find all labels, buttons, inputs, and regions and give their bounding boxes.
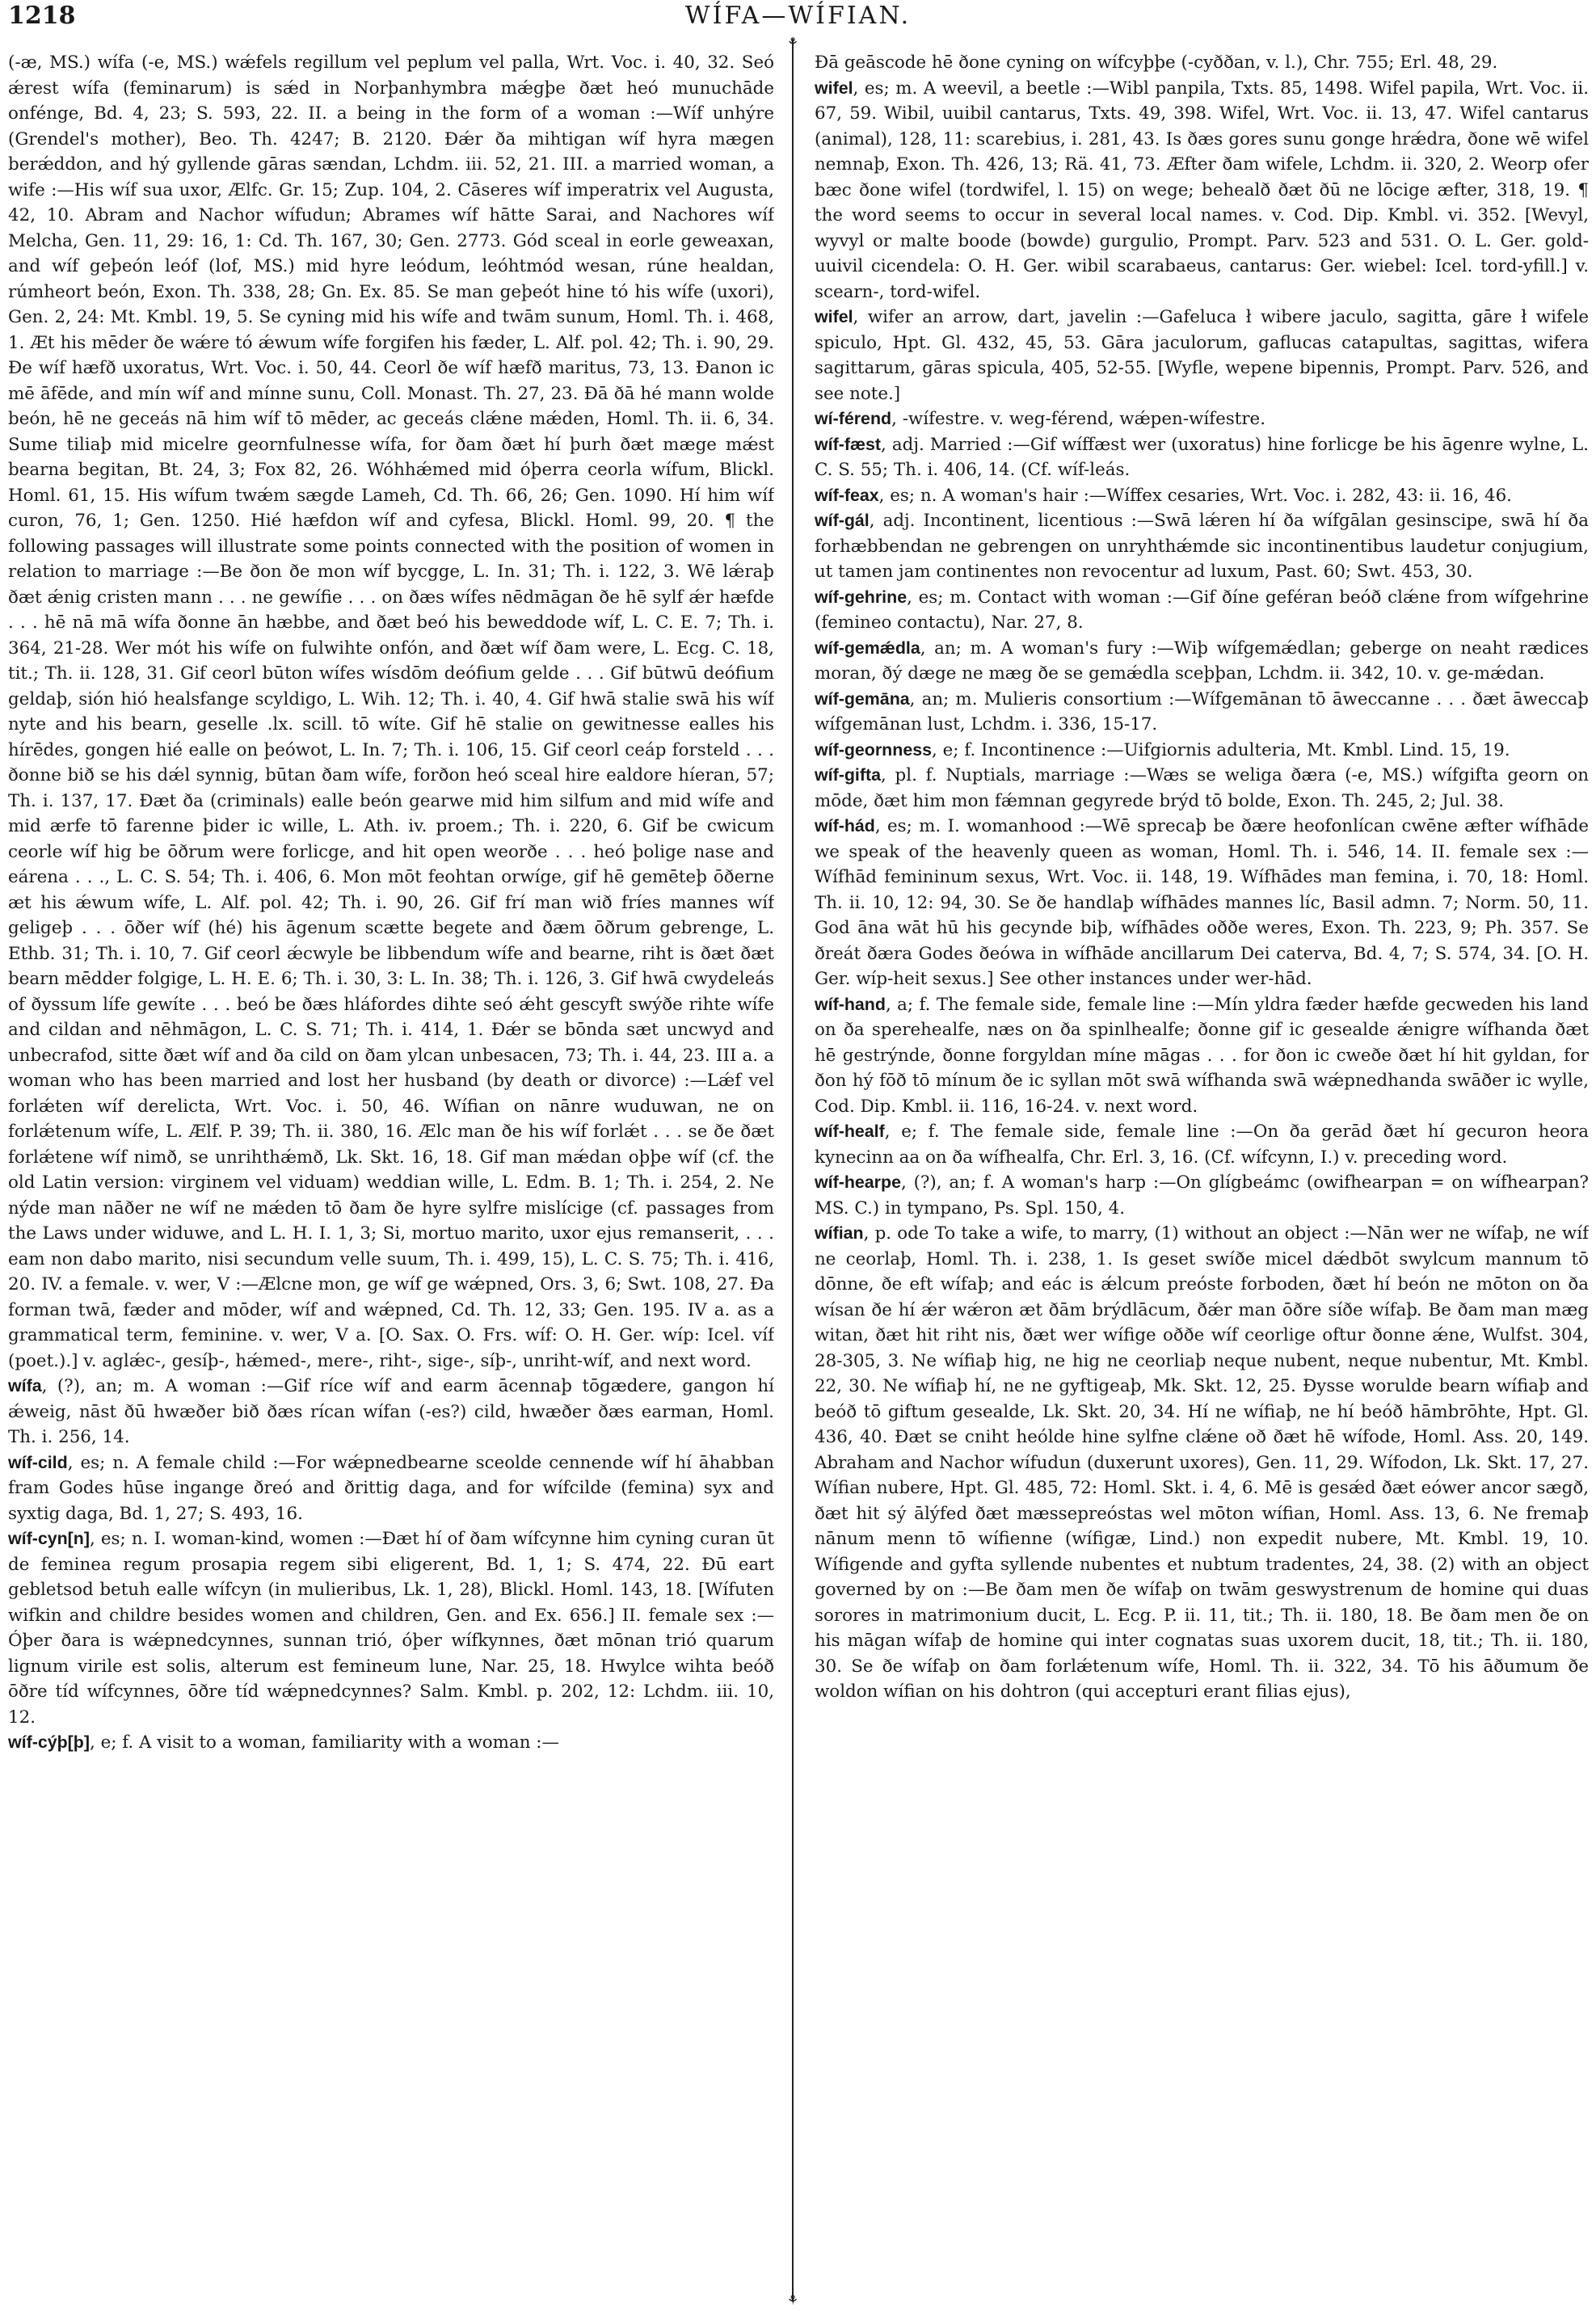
entry-text: adj. Married :—Gif wíffæst wer (uxoratus) hine forlicge be his āgenre wylne, L. C. S. 55; Th. i. 406, 14. (Cf. wíf-leás.: [815, 434, 1589, 480]
dictionary-entry: wíf-gifta, pl. f. Nuptials, marriage :—Wæs se weliga ðæra (-e, MS.) wífgifta georn on mōde, ðæt him mon fǽmnan gegyrede brýd tō bolde, Exon. Th. 245, 2; Jul. 38.: [815, 765, 1589, 811]
entry-headword: wíf-gemāna: [815, 688, 910, 709]
entry-text: (?), an; f. A woman's harp :—On glígbeámc (owifhearpan = on wífhearpan? MS. C.) in tympano, Ps. Spl. 150, 4.: [815, 1172, 1589, 1219]
entry-text: e; f. A visit to a woman, familiarity with a woman :—: [100, 1732, 559, 1753]
entry-text: adj. Incontinent, licentious :—Swā lǽren hí ða wífgālan gesinscipe, swā hí ða forhæbbendan ne gebrengen on unryhthǽmde sic incontinentibus laudetur conjugium, ut tamen jam continentes non revocentur ad luxum, Past. 60; Swt. 453, 30.: [815, 511, 1589, 582]
dictionary-entry: wíf-gehrine, es; m. Contact with woman :—Gif ðíne geféran beóð clǽne from wífgehrine (femineo contactu), Nar. 27, 8.: [815, 587, 1589, 633]
right-column: [815, 50, 1589, 2305]
dictionary-entry: wíf-feax, es; n. A woman's hair :—Wíffex cesaries, Wrt. Voc. i. 282, 43: ii. 16, 46.: [815, 485, 1512, 506]
dictionary-entry: wifel, wifer an arrow, dart, javelin :—Gafeluca ł wibere jaculo, sagitta, gāre ł wifele spiculo, Hpt. Gl. 432, 45, 53. Gāra jaculorum, gaflucas catapultas, sagittas, wifera sagittarum, gāras spicula, 405, 52-55. [Wyfle, wepene bipennis, Prompt. Parv. 526, and see note.]: [815, 307, 1589, 404]
entry-text: e; f. The female side, female line :—On ða gerād ðæt hí gecuron heora kynecinn aa on ða wífhealfa, Chr. Erl. 3, 16. (Cf. wífcynn, I.) v. preceding word.: [815, 1122, 1589, 1168]
entry-headword: wíf-cyn[n]: [8, 1529, 90, 1548]
dictionary-entry: wíf-hád, es; m. I. womanhood :—Wē sprecaþ be ðære heofonlícan cwēne æfter wífhāde we speak of the heavenly queen as woman, Homl. Th. i. 546, 14. II. female sex :—Wífhād femininum sexus, Wrt. Voc. ii. 148, 19. Wífhādes man femina, i. 70, 18: Homl. Th. ii. 10, 12: 94, 30. Se ðe handlaþ wífhādes mannes líc, Basil admn. 7; Norm. 50, 11. God āna wāt hū his gecynde biþ, wífhādes oððe weres, Exon. Th. 223, 9; Ph. 357. Se ðreát ðæra Godes ðeówa in wífhāde ancillarum Dei caterva, Bd. 4, 7; S. 574, 34. [O. H. Ger. wíp-heit sexus.] See other instances under wer-hād.: [815, 816, 1589, 989]
dictionary-entry: [815, 50, 1589, 76]
dictionary-entry: wíf-geornness, e; f. Incontinence :—Uifgiornis adulteria, Mt. Kmbl. Lind. 15, 19.: [815, 739, 1510, 760]
dictionary-entry: wifel, es; m. A weevil, a beetle :—Wibl panpila, Txts. 85, 1498. Wifel papila, Wrt. Voc. ii. 67, 59. Wibil, uuibil cantarus, Txts. 49, 398. Wifel, Wrt. Voc. ii. 13, 47. Wifel cantarus (animal), 128, 11: scarebius, i. 281, 43. Is ðæs gores sunu gonge hrǽdra, ðone wē wifel nemnaþ, Exon. Th. 426, 13; Rä. 41, 73. Æfter ðam wifele, Lchdm. ii. 320, 2. Weorp ofer bæc ðone wifel (tordwifel, l. 15) on wege; behealð ðæt ðū ne lōcige æfter, 318, 19. ¶ the word seems to occur in several local names. v. Cod. Dip. Kmbl. vi. 352. [Wevyl, wyvyl or malte boode (bowde) gurgulio, Prompt. Parv. 523 and 531. O. L. Ger. gold-uuivil cicendela: O. H. Ger. wibil scarabaeus, cantarus: Ger. wiebel: Icel. tord-yfill.] v. scearn-, tord-wifel.: [815, 78, 1589, 302]
entry-headword: wíf-gifta: [815, 765, 881, 785]
entry-text: a; f. The female side, female line :—Mín yldra fæder hæfde gecweden his land on ða sperehealfe, næs on ða spinlhealfe; ðonne gif ic gesealde ǽnigre wífhanda ðæt hē gestrýnde, ðonne forgyldan míne māgas . . . for ðon ic cweðe ðæt hí hit gyldan, for ðon hý fōð tō mínum ðe ic syllan mōt swā wífhanda swā wǽpnedhanda swāðer ic wylle, Cod. Dip. Kmbl. ii. 116, 16-24. v. next word.: [815, 994, 1589, 1117]
dictionary-entry: wíf-cýþ[þ], e; f. A visit to a woman, familiarity with a woman :—: [8, 1732, 559, 1753]
entry-headword: wíf-feax: [815, 485, 879, 505]
dictionary-entry: [8, 50, 774, 1374]
entry-headword: wíf-gál: [815, 511, 870, 530]
entry-text: an; m. Mulieris consortium :—Wífgemānan tō āweccanne . . . ðæt āweccaþ wífgemānan lust, Lchdm. i. 336, 15-17.: [815, 688, 1589, 735]
entry-headword: wifel: [815, 78, 853, 98]
page-title: WÍFA—WÍFIAN.: [684, 2, 912, 30]
entry-text: Ðā geāscode hē ðone cyning on wífcyþþe (-cyððan, v. l.), Chr. 755; Erl. 48, 29.: [815, 53, 1498, 73]
dictionary-entry: wíf-gemāna, an; m. Mulieris consortium :—Wífgemānan tō āweccanne . . . ðæt āweccaþ wífgemānan lust, Lchdm. i. 336, 15-17.: [815, 688, 1589, 735]
entry-text: es; m. I. womanhood :—Wē sprecaþ be ðære heofonlícan cwēne æfter wífhāde we speak of the heavenly queen as woman, Homl. Th. i. 546, 14. II. female sex :—Wífhād femininum sexus, Wrt. Voc. ii. 148, 19. Wífhādes man femina, i. 70, 18: Homl. Th. ii. 10, 12: 94, 30. Se ðe handlaþ wífhādes mannes líc, Basil admn. 7; Norm. 50, 11. God āna wāt hū his gecynde biþ, wífhādes oððe weres, Exon. Th. 223, 9; Ph. 357. Se ðreát ðæra Godes ðeówa in wífhāde ancillarum Dei caterva, Bd. 4, 7; S. 574, 34. [O. H. Ger. wíp-heit sexus.] See other instances under wer-hād.: [815, 816, 1589, 989]
entry-headword: wíf-gemǽdla: [815, 638, 920, 658]
entry-text: es; n. I. woman-kind, women :—Ðæt hí of ðam wífcynne him cyning curan ūt de feminea regum prosapia regem sibi eligerent, Bd. 1, 1; S. 474, 22. Ðū eart gebletsod betuh ealle wífcyn (in mulieribus, Lk. 1, 28), Blickl. Homl. 143, 18. [Wífuten wifkin and childre besides women and children, Gen. and Ex. 656.] II. female sex :—Óþer ðara is wǽpnedcynnes, sunnan trió, óþer wífkynnes, ðæt mōnan trió quarum lignum virile est solis, alterum est femineum lune, Nar. 25, 18. Hwylce wihta beóð ōðre tíd wífcynnes, ōðre tíd wǽpnedcynnes? Salm. Kmbl. p. 202, 12: Lchdm. iii. 10, 12.: [8, 1529, 774, 1728]
entry-headword: wíf-geornness: [815, 739, 933, 760]
entry-headword: wí-férend: [815, 409, 892, 428]
entry-headword: wíf-fæst: [815, 434, 881, 454]
dictionary-entry: wí-férend, -wífestre. v. weg-férend, wǽpen-wífestre.: [815, 409, 1266, 429]
dictionary-entry: wíf-healf, e; f. The female side, female line :—On ða gerād ðæt hí gecuron heora kynecinn aa on ða wífhealfa, Chr. Erl. 3, 16. (Cf. wífcynn, I.) v. preceding word.: [815, 1122, 1589, 1168]
entry-headword: wíf-healf: [815, 1122, 885, 1141]
entry-headword: wíf-cýþ[þ]: [8, 1732, 90, 1752]
entry-text: p. ode To take a wife, to marry, (1) without an object :—Nān wer ne wífaþ, ne wíf ne ceorlaþ, Homl. Th. i. 238, 1. Is geset swíðe micel dǽdbōt swylcum mannum tō dōnne, ðe eft wífaþ; and eác is ǽlcum preóste forboden, ðæt hí beón ne mōton on ða wísan ðe hí ǽr wǽron æt ðām brýdlācum, ðǽr man ōðre síðe wífaþ. Be ðam man mæg witan, ðæt hit riht nis, ðæt wer wífige oððe wíf ceorlige oftur ðonne ǽne, Wulfst. 304, 28-305, 3. Ne wífiaþ hig, ne hig ne ceorliaþ neque nubent, neque nubentur, Mt. Kmbl. 22, 30. Ne wífiaþ hí, ne ne gyftigeaþ, Mk. Skt. 12, 25. Ðysse worulde bearn wífiaþ and beóð tō giftum gesealde, Lk. Skt. 20, 34. Hí ne wífiaþ, ne hí beóð hāmbrōhte, Hpt. Gl. 436, 40. Ðæt se cniht heólde hine sylfne clǽne oð ðæt hē wífode, Homl. Ass. 20, 149. Abraham and Nachor wífudun (duxerunt uxores), Gen. 11, 29. Wífodon, Lk. Skt. 17, 27. Wífian nubere, Hpt. Gl. 485, 72: Homl. Skt. i. 4, 6. Mē is gesǽd ðæt eówer ancor sægð, ðæt hit sý ālýfed ðæt mæssepreóstas wel mōton wífian, Homl. Ass. 13, 6. Ne fremaþ nānum menn tō wífienne (wífigæ, Lind.) non expedit nubere, Mt. Kmbl. 19, 10. Wífigende and gyfta syllende nubentes et nubtum tradentes, 24, 38. (2) with an object governed by on :—Be ðam men ðe wífaþ on twām geswystrenum de homine qui duas sorores in matrimonium ducit, L. Ecg. P. ii. 11, tit.; Th. ii. 180, 18. Be ðam men ðe on his māgan wífaþ de homine qui inter cognatas suas uxorem ducit, 18, tit.; Th. ii. 180, 30. Se ðe wífaþ on ðam forlǽtenum wífe, Homl. Th. ii. 322, 34. Tō his āðumum ðe woldon wífian on his dohtron (qui accepturi erant filias ejus),: [815, 1223, 1589, 1702]
top-ornament-icon: ⚘: [786, 35, 799, 50]
left-column: [8, 50, 774, 2305]
entry-text: pl. f. Nuptials, marriage :—Wæs se weliga ðæra (-e, MS.) wífgifta georn on mōde, ðæt him mon fǽmnan gegyrede brýd tō bolde, Exon. Th. 245, 2; Jul. 38.: [815, 765, 1589, 811]
entry-headword: wíf-cild: [8, 1452, 68, 1472]
entry-text: wifer an arrow, dart, javelin :—Gafeluca ł wibere jaculo, sagitta, gāre ł wifele spiculo, Hpt. Gl. 432, 45, 53. Gāra jaculorum, gaflucas catapultas, sagittas, wifera sagittarum, gāras spicula, 405, 52-55. [Wyfle, wepene bipennis, Prompt. Parv. 526, and see note.]: [815, 307, 1589, 404]
dictionary-entry: wíf-fæst, adj. Married :—Gif wíffæst wer (uxoratus) hine forlicge be his āgenre wylne, L. C. S. 55; Th. i. 406, 14. (Cf. wíf-leás.: [815, 434, 1589, 480]
dictionary-entry: wíf-gemǽdla, an; m. A woman's fury :—Wiþ wífgemǽdlan; geberge on neaht rædices moran, ðý dæge ne mæg ðe se gemǽdla sceþþan, Lchdm. ii. 342, 10. v. ge-mǽdan.: [815, 638, 1589, 684]
entry-headword: wíf-gehrine: [815, 587, 907, 607]
column-divider: [792, 39, 794, 2301]
dictionary-entry: wíf-gál, adj. Incontinent, licentious :—Swā lǽren hí ða wífgālan gesinscipe, swā hí ða forhæbbendan ne gebrengen on unryhthǽmde sic incontinentibus laudetur conjugium, ut tamen jam continentes non revocentur ad luxum, Past. 60; Swt. 453, 30.: [815, 511, 1589, 582]
entry-text: es; m. A weevil, a beetle :—Wibl panpila, Txts. 85, 1498. Wifel papila, Wrt. Voc. ii. 67, 59. Wibil, uuibil cantarus, Txts. 49, 398. Wifel, Wrt. Voc. ii. 13, 47. Wifel cantarus (animal), 128, 11: scarebius, i. 281, 43. Is ðæs gores sunu gonge hrǽdra, ðone wē wifel nemnaþ, Exon. Th. 426, 13; Rä. 41, 73. Æfter ðam wifele, Lchdm. ii. 320, 2. Weorp ofer bæc ðone wifel (tordwifel, l. 15) on wege; behealð ðæt ðū ne lōcige æfter, 318, 19. ¶ the word seems to occur in several local names. v. Cod. Dip. Kmbl. vi. 352. [Wevyl, wyvyl or malte boode (bowde) gurgulio, Prompt. Parv. 523 and 531. O. L. Ger. gold-uuivil cicendela: O. H. Ger. wibil scarabaeus, cantarus: Ger. wiebel: Icel. tord-yfill.] v. scearn-, tord-wifel.: [815, 78, 1589, 302]
dictionary-entry: wíf-hearpe, (?), an; f. A woman's harp :—On glígbeámc (owifhearpan = on wífhearpan? MS. C.) in tympano, Ps. Spl. 150, 4.: [815, 1172, 1589, 1219]
dictionary-entry: wíf-hand, a; f. The female side, female line :—Mín yldra fæder hæfde gecweden his land on ða sperehealfe, næs on ða spinlhealfe; ðonne gif ic gesealde ǽnigre wífhanda ðæt hē gestrýnde, ðonne forgyldan míne māgas . . . for ðon ic cweðe ðæt hí hit gyldan, for ðon hý fōð tō mínum ðe ic syllan mōt swā wífhanda swā wǽpnedhanda swāðer ic wylle, Cod. Dip. Kmbl. ii. 116, 16-24. v. next word.: [815, 994, 1589, 1117]
entry-text: es; n. A woman's hair :—Wíffex cesaries, Wrt. Voc. i. 282, 43: ii. 16, 46.: [890, 485, 1512, 506]
entry-text: (?), an; m. A woman :—Gif ríce wíf and earm ācennaþ tōgædere, gangon hí ǽweig, nāst ðū hwæðer bið ðæs rícan wífan (-es?) cild, hwæðer ðæs earman, Homl. Th. i. 256, 14.: [8, 1376, 774, 1447]
entry-headword: wíf-hearpe: [815, 1172, 901, 1192]
entry-headword: wífa: [8, 1376, 42, 1395]
entry-headword: wíf-hád: [815, 816, 875, 836]
entry-text: an; m. A woman's fury :—Wiþ wífgemǽdlan; geberge on neaht rædices moran, ðý dæge ne mæg ðe se gemǽdla sceþþan, Lchdm. ii. 342, 10. v. ge-mǽdan.: [815, 638, 1589, 684]
dictionary-entry: wíf-cild, es; n. A female child :—For wǽpnedbearne sceolde cennende wíf hí āhabban fram Godes hūse ingange ðreó and ðrittig daga, and for wífcilde (femina) syx and syxtig daga, Bd. 1, 27; S. 493, 16.: [8, 1452, 774, 1524]
entry-headword: wifel: [815, 307, 853, 326]
dictionary-entry: wífian, p. ode To take a wife, to marry, (1) without an object :—Nān wer ne wífaþ, ne wíf ne ceorlaþ, Homl. Th. i. 238, 1. Is geset swíðe micel dǽdbōt swylcum mannum tō dōnne, ðe eft wífaþ; and eác is ǽlcum preóste forboden, ðæt hí beón ne mōton on ða wísan ðe hí ǽr wǽron æt ðām brýdlācum, ðǽr man ōðre síðe wífaþ. Be ðam man mæg witan, ðæt hit riht nis, ðæt wer wífige oððe wíf ceorlige oftur ðonne ǽne, Wulfst. 304, 28-305, 3. Ne wífiaþ hig, ne hig ne ceorliaþ neque nubent, neque nubentur, Mt. Kmbl. 22, 30. Ne wífiaþ hí, ne ne gyftigeaþ, Mk. Skt. 12, 25. Ðysse worulde bearn wífiaþ and beóð tō giftum gesealde, Lk. Skt. 20, 34. Hí ne wífiaþ, ne hí beóð hāmbrōhte, Hpt. Gl. 436, 40. Ðæt se cniht heólde hine sylfne clǽne oð ðæt hē wífode, Homl. Ass. 20, 149. Abraham and Nachor wífudun (duxerunt uxores), Gen. 11, 29. Wífodon, Lk. Skt. 17, 27. Wífian nubere, Hpt. Gl. 485, 72: Homl. Skt. i. 4, 6. Mē is gesǽd ðæt eówer ancor sægð, ðæt hit sý ālýfed ðæt mæssepreóstas wel mōton wífian, Homl. Ass. 13, 6. Ne fremaþ nānum menn tō wífienne (wífigæ, Lind.) non expedit nubere, Mt. Kmbl. 19, 10. Wífigende and gyfta syllende nubentes et nubtum tradentes, 24, 38. (2) with an object governed by on :—Be ðam men ðe wífaþ on twām geswystrenum de homine qui duas sorores in matrimonium ducit, L. Ecg. P. ii. 11, tit.; Th. ii. 180, 18. Be ðam men ðe on his māgan wífaþ de homine qui inter cognatas suas uxorem ducit, 18, tit.; Th. ii. 180, 30. Se ðe wífaþ on ðam forlǽtenum wífe, Homl. Th. ii. 322, 34. Tō his āðumum ðe woldon wífian on his dohtron (qui accepturi erant filias ejus),: [815, 1223, 1589, 1702]
entry-headword: wíf-hand: [815, 994, 886, 1014]
bottom-ornament-icon: ⚘: [786, 2292, 799, 2308]
entry-text: es; m. Contact with woman :—Gif ðíne geféran beóð clǽne from wífgehrine (femineo contactu), Nar. 27, 8.: [815, 587, 1589, 633]
entry-headword: wífian: [815, 1223, 864, 1243]
entry-text: -wífestre. v. weg-férend, wǽpen-wífestre.: [902, 409, 1266, 429]
dictionary-entry: wífa, (?), an; m. A woman :—Gif ríce wíf and earm ācennaþ tōgædere, gangon hí ǽweig, nāst ðū hwæðer bið ðæs rícan wífan (-es?) cild, hwæðer ðæs earman, Homl. Th. i. 256, 14.: [8, 1376, 774, 1447]
entry-text: es; n. A female child :—For wǽpnedbearne sceolde cennende wíf hí āhabban fram Godes hūse ingange ðreó and ðrittig daga, and for wífcilde (femina) syx and syxtig daga, Bd. 1, 27; S. 493, 16.: [8, 1452, 774, 1524]
page-number: 1218: [8, 2, 76, 30]
entry-text: (-æ, MS.) wífa (-e, MS.) wǽfels regillum vel peplum vel palla, Wrt. Voc. i. 40, 32. Seó ǽrest wífa (feminarum) is sǽd in Norþanhymbra mǽgþe ðæt heó munuchāde onfénge, Bd. 4, 23; S. 593, 22. II. a being in the form of a woman :—Wíf unhýre (Grendel's mother), Beo. Th. 4247; B. 2120. Ðǽr ða mihtigan wíf hyra mægen berǽddon, and hý gyllende gāras sændan, Lchdm. iii. 52, 21. III. a married woman, a wife :—His wíf sua uxor, Ælfc. Gr. 15; Zup. 104, 2. Cāseres wíf imperatrix vel Augusta, 42, 10. Abram and Nachor wífudun; Abrames wíf hātte Sarai, and Nachores wíf Melcha, Gen. 11, 29: 16, 1: Cd. Th. 167, 30; Gen. 2773. Gód sceal in eorle geweaxan, and wíf geþeón leóf (lof, MS.) mid hyre leódum, leóhtmód wesan, rúne healdan, rúmheort beón, Exon. Th. 338, 28; Gn. Ex. 85. Se man geþeót hine tó his wífe (uxori), Gen. 2, 24: Mt. Kmbl. 19, 5. Se cyning mid his wífe and twām sunum, Homl. Th. i. 468, 1. Æt his mēder ðe wǽre tó ǽwum wífe forgifen his fæder, L. Alf. pol. 42; Th. i. 90, 29. Ðe wíf hæfð uxoratus, Wrt. Voc. i. 50, 44. Ceorl ðe wíf hæfð maritus, 73, 13. Ðanon ic mē āfēde, and mín wíf and mínne sunu, Coll. Monast. Th. 27, 23. Ðā ðā hé mann wolde beón, hē ne geceás nā him wíf tō mēder, ac geceás clǽne mǽden, Homl. Th. ii. 6, 34. Sume tiliaþ mid micelre geornfulnesse wífa, for ðam ðæt hí þurh ðæt mæge mǽst bearna begitan, Bt. 24, 3; Fox 82, 26. Wóhhǽmed mid óþerra ceorla wífum, Blickl. Homl. 61, 15. His wífum twǽm sægde Lameh, Cd. Th. 66, 26; Gen. 1090. Hí him wíf curon, 76, 1; Gen. 1250. Hié hæfdon wíf and cyfesa, Blickl. Homl. 99, 20. ¶ the following passages will illustrate some points connected with the position of women in relation to marriage :—Be ðon ðe mon wíf bycgge, L. In. 31; Th. i. 122, 3. Wē lǽraþ ðæt ǽnig cristen mann . . . ne gewífie . . . on ðæs wífes nēdmāgan ðe hē sylf ǽr hæfde . . . hē nā mā wífa ðonne ān hæbbe, and ðæt beó his beweddode wíf, L. C. E. 7; Th. i. 364, 21-28. Wer mót his wífe on fulwihte onfón, and ðæt wíf ðam were, L. Ecg. C. 18, tit.; Th. ii. 128, 31. Gif ceorl būton wífes wísdōm deófium gelde . . . Gif būtwū deófium geldaþ, sión hió healsfange scyldigo, L. Wih. 12; Th. i. 40, 4. Gif hwā stalie swā his wíf nyte and his bearn, geselle .lx. scill. tō wíte. Gif hē stalie on gewitnesse ealles his hírēdes, gongen hié ealle on þeówot, L. In. 7; Th. i. 106, 15. Gif ceorl ceáp forsteld . . . ðonne bið se his dǽl synnig, būtan ðam wífe, forðon heó sceal hire ealdore híeran, 57; Th. i. 137, 17. Ðæt ða (criminals) ealle beón gearwe mid him silfum and mid wífe and mid ærfe tō farenne þider ic wille, L. Ath. iv. proem.; Th. i. 220, 6. Gif be cwicum ceorle wíf hig be ōðrum were forlicge, and hit open weorðe . . . heó þolige nase and eárena . . ., L. C. S. 54; Th. i. 406, 6. Mon mōt feohtan orwíge, gif hē gemēteþ ōðerne æt his ǽwum wífe, L. Alf. pol. 42; Th. i. 90, 26. Gif frí man wið fríes mannes wíf geligeþ . . . ōðer wíf (hé) his āgenum scætte begete and ðæm ōðrum gebrenge, L. Ethb. 31; Th. i. 10, 7. Gif ceorl ǽcwyle be libbendum wífe and bearne, riht is ðæt ðæt bearn mēdder folgige, L. H. E. 6; Th. i. 30, 3: L. In. 38; Th. i. 126, 3. Gif hwā cwydeleás of ðyssum lífe gewíte . . . beó be ðæs hláfordes dihte seó ǽht gescyft swýðe rihte wífe and cildan and nēhmāgon, L. C. S. 71; Th. i. 414, 1. Ðǽr se bōnda sæt uncwyd and unbecrafod, sitte ðæt wíf and ða cild on ðam ylcan unbesacen, 73; Th. i. 44, 23. III a. a woman who has been married and lost her husband (by death or divorce) :—Lǽf vel forlǽten wíf derelicta, Wrt. Voc. i. 50, 46. Wífian on nānre wuduwan, ne on forlǽtenum wífe, L. Ælf. P. 39; Th. ii. 380, 16. Ælc man ðe his wíf forlǽt . . . se ðe ðæt forlǽtene wíf nimð, se unrihthǽmð, Lk. Skt. 16, 18. Gif man mǽdan oþþe wíf (cf. the old Latin version: virginem vel viduam) weddian wille, L. Edm. B. 1; Th. i. 254, 2. Ne nýde man nāðer ne wíf ne mǽden tō ðam ðe hyre sylfre mislícige (cf. passages from the Laws under widuwe, and L. H. I. 1, 3; Si, mortuo marito, uxor ejus remanserit, . . . eam non dabo marito, nisi secundum velle suum, Th. i. 499, 15), L. C. S. 75; Th. i. 416, 20. IV. a female. v. wer, V :—Ælcne mon, ge wíf ge wǽpned, Ors. 3, 6; Swt. 108, 27. Ða forman twā, fæder and mōder, wíf and wǽpned, Cd. Th. 12, 33; Gen. 195. IV a. as a grammatical term, feminine. v. wer, V a. [O. Sax. O. Frs. wíf: O. H. Ger. wíp: Icel. víf (poet.).] v. aglǽc-, gesíþ-, hǽmed-, mere-, riht-, sige-, síþ-, unriht-wíf, and next word.: [8, 53, 774, 1371]
dictionary-entry: wíf-cyn[n], es; n. I. woman-kind, women :—Ðæt hí of ðam wífcynne him cyning curan ūt de feminea regum prosapia regem sibi eligerent, Bd. 1, 1; S. 474, 22. Ðū eart gebletsod betuh ealle wífcyn (in mulieribus, Lk. 1, 28), Blickl. Homl. 143, 18. [Wífuten wifkin and childre besides women and children, Gen. and Ex. 656.] II. female sex :—Óþer ðara is wǽpnedcynnes, sunnan trió, óþer wífkynnes, ðæt mōnan trió quarum lignum virile est solis, alterum est femineum lune, Nar. 25, 18. Hwylce wihta beóð ōðre tíd wífcynnes, ōðre tíd wǽpnedcynnes? Salm. Kmbl. p. 202, 12: Lchdm. iii. 10, 12.: [8, 1529, 774, 1728]
entry-text: e; f. Incontinence :—Uifgiornis adulteria, Mt. Kmbl. Lind. 15, 19.: [942, 739, 1510, 760]
